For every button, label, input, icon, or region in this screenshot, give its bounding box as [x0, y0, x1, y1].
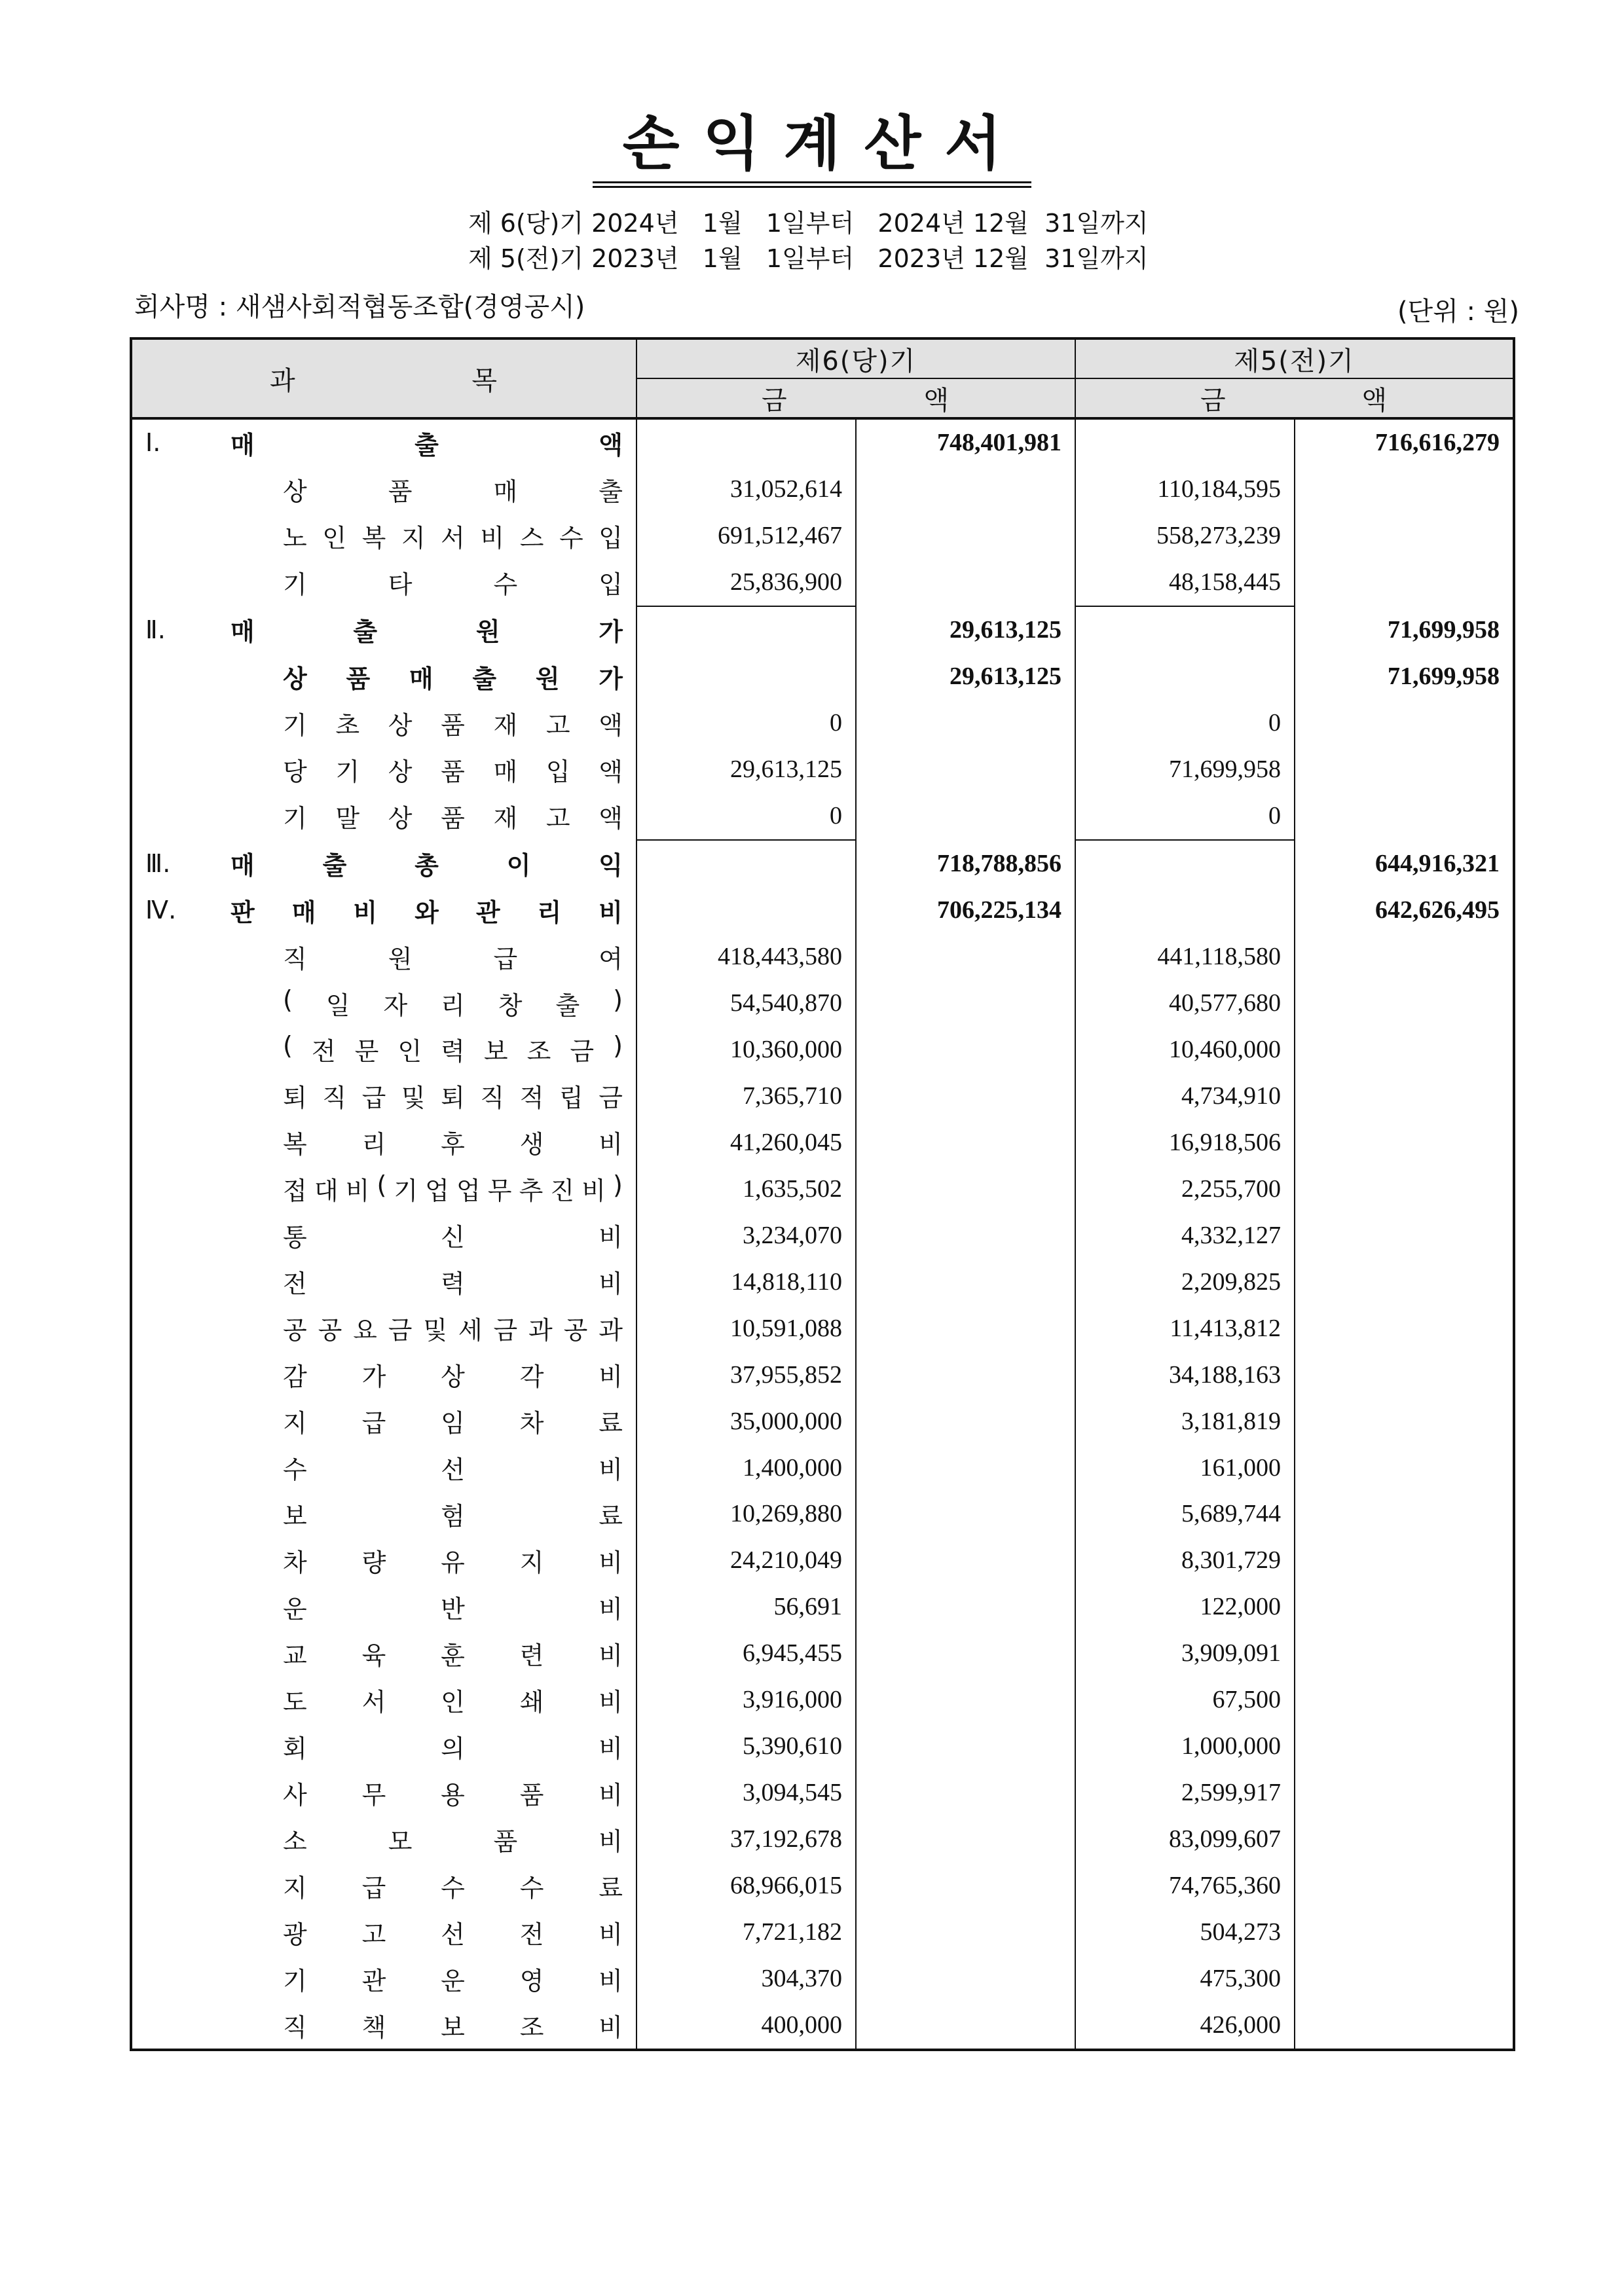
pri-total-amount [1295, 1491, 1514, 1537]
account-name [131, 2002, 637, 2050]
account-name [131, 1770, 637, 1816]
cur-sub-amount: 10,360,000 [637, 1026, 856, 1072]
cur-total-amount [856, 1677, 1075, 1723]
cur-sub-amount: 1,400,000 [637, 1444, 856, 1491]
table-row [131, 746, 1514, 793]
pri-sub-amount: 2,209,825 [1075, 1258, 1295, 1305]
account-name [131, 1165, 637, 1212]
item-label: 광 고 선 전 비 [283, 1920, 623, 1949]
cur-total-amount [856, 1909, 1075, 1956]
pri-total-amount [1295, 1165, 1514, 1212]
pri-total-amount [1295, 2002, 1514, 2050]
section-numeral: Ⅲ. [145, 848, 171, 878]
pri-sub-amount: 161,000 [1075, 1444, 1295, 1491]
item-label: 사 무 용 품 비 [283, 1780, 623, 1810]
account-name [131, 1026, 637, 1072]
pri-sub-amount: 504,273 [1075, 1909, 1295, 1956]
table-row [131, 1165, 1514, 1212]
item-label: 기 관 운 영 비 [283, 1966, 623, 1995]
cur-total-amount [856, 1258, 1075, 1305]
header-prior-period: 제5(전)기 [1075, 338, 1514, 378]
pri-total-amount: 642,626,495 [1295, 887, 1514, 934]
cur-sub-amount: 418,443,580 [637, 934, 856, 980]
table-row [131, 1026, 1514, 1072]
pri-sub-amount: 475,300 [1075, 1956, 1295, 2002]
table-row [131, 980, 1514, 1027]
account-name [131, 1258, 637, 1305]
section-label: 매 출 원 가 [231, 617, 623, 647]
table-row [131, 513, 1514, 559]
cur-total-amount [856, 1584, 1075, 1630]
cur-sub-amount [637, 653, 856, 700]
header-current-period: 제6(당)기 [637, 338, 1075, 378]
table-row [131, 559, 1514, 606]
pri-sub-amount: 16,918,506 [1075, 1119, 1295, 1165]
pri-sub-amount: 4,734,910 [1075, 1072, 1295, 1119]
pri-total-amount [1295, 559, 1514, 606]
cur-total-amount: 29,613,125 [856, 653, 1075, 700]
account-name [131, 1630, 637, 1677]
pri-total-amount [1295, 1770, 1514, 1816]
pri-sub-amount: 441,118,580 [1075, 934, 1295, 980]
pri-total-amount: 71,699,958 [1295, 606, 1514, 653]
table-row [131, 1677, 1514, 1723]
cur-sub-amount: 10,591,088 [637, 1305, 856, 1351]
item-label: 직 책 보 조 비 [283, 2013, 623, 2042]
item-label: ( 전 문 인 력 보 조 금 ) [283, 1031, 623, 1066]
cur-sub-amount: 1,635,502 [637, 1165, 856, 1212]
cur-sub-amount: 24,210,049 [637, 1537, 856, 1584]
pri-total-amount [1295, 1584, 1514, 1630]
cur-total-amount [856, 1305, 1075, 1351]
section-numeral: Ⅱ. [145, 615, 166, 644]
cur-sub-amount: 41,260,045 [637, 1119, 856, 1165]
cur-total-amount [856, 1770, 1075, 1816]
cur-total-amount [856, 2002, 1075, 2050]
pri-sub-amount: 8,301,729 [1075, 1537, 1295, 1584]
cur-sub-amount: 37,192,678 [637, 1816, 856, 1863]
item-label: 차 량 유 지 비 [283, 1548, 623, 1577]
table-row [131, 700, 1514, 746]
item-label: 복 리 후 생 비 [283, 1130, 623, 1159]
table-row [131, 1398, 1514, 1444]
cur-sub-amount: 0 [637, 700, 856, 746]
account-name [131, 1909, 637, 1956]
account-name [131, 1677, 637, 1723]
cur-total-amount: 706,225,134 [856, 887, 1075, 934]
account-name [131, 793, 637, 840]
cur-total-amount: 718,788,856 [856, 840, 1075, 887]
cur-sub-amount: 6,945,455 [637, 1630, 856, 1677]
company-name: 회사명 : 새샘사회적협동조합(경영공시) [134, 292, 585, 322]
account-name [131, 700, 637, 746]
pri-sub-amount: 40,577,680 [1075, 980, 1295, 1027]
pri-sub-amount: 3,181,819 [1075, 1398, 1295, 1444]
header-subject-char-2: 목 [471, 365, 498, 396]
header-amount-char-2: 액 [1361, 385, 1388, 416]
header-amount-char-1: 금 [762, 385, 788, 416]
table-row [131, 1723, 1514, 1770]
period-current: 제 6(당)기 2024년 1월 1일부터 2024년 12월 31일까지 [468, 209, 1149, 238]
header-subject [131, 338, 637, 418]
item-label: 기 초 상 품 재 고 액 [283, 710, 623, 740]
table-row [131, 606, 1514, 653]
pri-total-amount: 716,616,279 [1295, 418, 1514, 466]
item-label: 기 타 수 입 [283, 570, 623, 600]
item-label: 노 인 복 지 서 비 스 수 입 [283, 523, 623, 553]
item-label: 도 서 인 쇄 비 [283, 1687, 623, 1717]
pri-total-amount [1295, 934, 1514, 980]
account-name [131, 513, 637, 559]
pri-sub-amount [1075, 653, 1295, 700]
pri-sub-amount [1075, 887, 1295, 934]
pri-total-amount [1295, 1909, 1514, 1956]
table-row [131, 2002, 1514, 2050]
item-label: 소 모 품 비 [283, 1827, 623, 1856]
item-label: 수 선 비 [283, 1455, 623, 1485]
account-name [131, 980, 637, 1027]
item-label: 기 말 상 품 재 고 액 [283, 804, 623, 833]
cur-total-amount [856, 1026, 1075, 1072]
account-name [131, 559, 637, 606]
cur-sub-amount: 29,613,125 [637, 746, 856, 793]
pri-sub-amount: 74,765,360 [1075, 1863, 1295, 1909]
pri-total-amount [1295, 1072, 1514, 1119]
pri-sub-amount [1075, 606, 1295, 653]
pri-sub-amount: 34,188,163 [1075, 1351, 1295, 1398]
pri-total-amount [1295, 1026, 1514, 1072]
pri-sub-amount [1075, 840, 1295, 887]
pri-total-amount [1295, 1305, 1514, 1351]
table-row [131, 1537, 1514, 1584]
account-name [131, 1398, 637, 1444]
table-row [131, 1444, 1514, 1491]
pri-total-amount [1295, 1212, 1514, 1258]
pri-sub-amount: 2,255,700 [1075, 1165, 1295, 1212]
section-label: 매 출 총 이 익 [231, 851, 623, 881]
account-name [131, 606, 637, 653]
table-row [131, 1351, 1514, 1398]
item-label: 상 품 매 출 원 가 [283, 664, 623, 693]
table-row [131, 1909, 1514, 1956]
pri-total-amount [1295, 1956, 1514, 2002]
cur-total-amount [856, 980, 1075, 1027]
item-label: 퇴 직 급 및 퇴 직 적 립 금 [283, 1084, 623, 1113]
account-name [131, 934, 637, 980]
table-row [131, 1956, 1514, 2002]
pri-sub-amount: 2,599,917 [1075, 1770, 1295, 1816]
table-row [131, 466, 1514, 513]
cur-total-amount [856, 513, 1075, 559]
pri-sub-amount: 558,273,239 [1075, 513, 1295, 559]
table-row [131, 1072, 1514, 1119]
account-name [131, 1212, 637, 1258]
item-label: 전 력 비 [283, 1269, 623, 1299]
cur-total-amount [856, 1723, 1075, 1770]
account-name [131, 1119, 637, 1165]
table-row [131, 1491, 1514, 1537]
cur-sub-amount [637, 418, 856, 466]
cur-sub-amount: 0 [637, 793, 856, 840]
cur-sub-amount: 68,966,015 [637, 1863, 856, 1909]
cur-sub-amount [637, 606, 856, 653]
cur-sub-amount [637, 840, 856, 887]
document-title: 손익계산서 [593, 111, 1032, 188]
cur-sub-amount: 7,721,182 [637, 1909, 856, 1956]
pri-total-amount [1295, 513, 1514, 559]
cur-total-amount [856, 466, 1075, 513]
cur-total-amount [856, 700, 1075, 746]
pri-total-amount [1295, 746, 1514, 793]
section-numeral: Ⅳ. [145, 896, 177, 925]
pri-total-amount [1295, 1258, 1514, 1305]
pri-total-amount [1295, 1816, 1514, 1863]
cur-sub-amount: 3,094,545 [637, 1770, 856, 1816]
account-name [131, 746, 637, 793]
income-statement-table [130, 337, 1515, 2051]
unit-label: (단위 : 원) [1397, 297, 1519, 327]
table-row [131, 887, 1514, 934]
item-label: 운 반 비 [283, 1594, 623, 1624]
cur-total-amount [856, 1351, 1075, 1398]
cur-sub-amount: 31,052,614 [637, 466, 856, 513]
pri-sub-amount: 5,689,744 [1075, 1491, 1295, 1537]
table-row [131, 934, 1514, 980]
table-row [131, 1863, 1514, 1909]
cur-sub-amount: 14,818,110 [637, 1258, 856, 1305]
cur-total-amount [856, 1165, 1075, 1212]
pri-sub-amount: 10,460,000 [1075, 1026, 1295, 1072]
pri-sub-amount: 48,158,445 [1075, 559, 1295, 606]
cur-sub-amount: 25,836,900 [637, 559, 856, 606]
title-wrap [0, 111, 1624, 188]
item-label: 상 품 매 출 [283, 477, 623, 506]
cur-total-amount [856, 1398, 1075, 1444]
pri-total-amount [1295, 980, 1514, 1027]
cur-total-amount [856, 1444, 1075, 1491]
account-name [131, 1723, 637, 1770]
pri-sub-amount: 1,000,000 [1075, 1723, 1295, 1770]
pri-total-amount [1295, 1351, 1514, 1398]
pri-sub-amount: 67,500 [1075, 1677, 1295, 1723]
cur-total-amount [856, 559, 1075, 606]
cur-sub-amount: 56,691 [637, 1584, 856, 1630]
account-name [131, 1584, 637, 1630]
cur-sub-amount: 10,269,880 [637, 1491, 856, 1537]
pri-total-amount [1295, 1537, 1514, 1584]
header-amount-char-2: 액 [923, 385, 950, 416]
item-label: 감 가 상 각 비 [283, 1362, 623, 1392]
item-label: 회 의 비 [283, 1734, 623, 1763]
cur-total-amount [856, 1863, 1075, 1909]
pri-total-amount [1295, 1444, 1514, 1491]
pri-total-amount: 644,916,321 [1295, 840, 1514, 887]
table-row [131, 793, 1514, 840]
table-row [131, 840, 1514, 887]
item-label: 지 급 임 차 료 [283, 1409, 623, 1438]
cur-sub-amount [637, 887, 856, 934]
header-amount-char-1: 금 [1200, 385, 1227, 416]
table-row [131, 1119, 1514, 1165]
pri-sub-amount [1075, 418, 1295, 466]
pri-sub-amount: 426,000 [1075, 2002, 1295, 2050]
cur-sub-amount: 304,370 [637, 1956, 856, 2002]
cur-total-amount [856, 1816, 1075, 1863]
table-row [131, 653, 1514, 700]
pri-sub-amount: 4,332,127 [1075, 1212, 1295, 1258]
pri-sub-amount: 3,909,091 [1075, 1630, 1295, 1677]
pri-sub-amount: 71,699,958 [1075, 746, 1295, 793]
cur-total-amount [856, 1630, 1075, 1677]
pri-sub-amount: 83,099,607 [1075, 1816, 1295, 1863]
pri-total-amount [1295, 466, 1514, 513]
cur-total-amount: 748,401,981 [856, 418, 1075, 466]
pri-sub-amount: 110,184,595 [1075, 466, 1295, 513]
table-row [131, 1630, 1514, 1677]
table-row [131, 1212, 1514, 1258]
pri-total-amount: 71,699,958 [1295, 653, 1514, 700]
item-label: 지 급 수 수 료 [283, 1873, 623, 1903]
pri-sub-amount: 0 [1075, 700, 1295, 746]
account-name [131, 840, 637, 887]
cur-sub-amount: 3,234,070 [637, 1212, 856, 1258]
pri-total-amount [1295, 1630, 1514, 1677]
period-prior: 제 5(전)기 2023년 1월 1일부터 2023년 12월 31일까지 [468, 244, 1149, 273]
cur-sub-amount: 35,000,000 [637, 1398, 856, 1444]
cur-total-amount [856, 746, 1075, 793]
cur-sub-amount: 37,955,852 [637, 1351, 856, 1398]
account-name [131, 1863, 637, 1909]
cur-sub-amount: 691,512,467 [637, 513, 856, 559]
account-name [131, 418, 637, 466]
header-current-amount [637, 378, 1075, 418]
cur-sub-amount: 3,916,000 [637, 1677, 856, 1723]
item-label: 직 원 급 여 [283, 944, 623, 974]
cur-total-amount [856, 1956, 1075, 2002]
pri-total-amount [1295, 793, 1514, 840]
account-name [131, 887, 637, 934]
table-row [131, 1305, 1514, 1351]
cur-total-amount [856, 793, 1075, 840]
account-name [131, 1956, 637, 2002]
pri-total-amount [1295, 1863, 1514, 1909]
table-row [131, 1770, 1514, 1816]
account-name [131, 466, 637, 513]
item-label: 공 공 요 금 및 세 금 과 공 과 [283, 1316, 623, 1345]
pri-total-amount [1295, 1677, 1514, 1723]
pri-sub-amount: 11,413,812 [1075, 1305, 1295, 1351]
cur-total-amount [856, 1072, 1075, 1119]
item-label: 교 육 훈 련 비 [283, 1641, 623, 1670]
cur-total-amount [856, 1119, 1075, 1165]
pri-total-amount [1295, 700, 1514, 746]
cur-sub-amount: 5,390,610 [637, 1723, 856, 1770]
account-name [131, 1444, 637, 1491]
account-name [131, 1351, 637, 1398]
section-label: 매 출 액 [231, 430, 623, 460]
cur-total-amount [856, 1212, 1075, 1258]
item-label: 통 신 비 [283, 1223, 623, 1252]
table-row [131, 418, 1514, 466]
table-row [131, 1584, 1514, 1630]
header-prior-amount [1075, 378, 1514, 418]
section-label: 판 매 비 와 관 리 비 [231, 898, 623, 927]
cur-total-amount [856, 934, 1075, 980]
pri-total-amount [1295, 1119, 1514, 1165]
account-name [131, 1816, 637, 1863]
pri-total-amount [1295, 1398, 1514, 1444]
item-label: ( 일 자 리 창 출 ) [283, 985, 623, 1020]
statement-body [131, 418, 1514, 2050]
account-name [131, 1072, 637, 1119]
table-row [131, 1816, 1514, 1863]
section-numeral: Ⅰ. [145, 428, 161, 458]
account-name [131, 653, 637, 700]
account-name [131, 1305, 637, 1351]
cur-total-amount: 29,613,125 [856, 606, 1075, 653]
pri-sub-amount: 122,000 [1075, 1584, 1295, 1630]
item-label: 보 험 료 [283, 1501, 623, 1531]
item-label: 당 기 상 품 매 입 액 [283, 757, 623, 786]
table-row [131, 1258, 1514, 1305]
cur-sub-amount: 7,365,710 [637, 1072, 856, 1119]
cur-total-amount [856, 1491, 1075, 1537]
account-name [131, 1491, 637, 1537]
cur-sub-amount: 400,000 [637, 2002, 856, 2050]
pri-sub-amount: 0 [1075, 793, 1295, 840]
cur-sub-amount: 54,540,870 [637, 980, 856, 1027]
item-label: 접 대 비 ( 기 업 업 무 추 진 비 ) [283, 1171, 623, 1206]
header-subject-char-1: 과 [270, 365, 297, 396]
pri-total-amount [1295, 1723, 1514, 1770]
account-name [131, 1537, 637, 1584]
cur-total-amount [856, 1537, 1075, 1584]
